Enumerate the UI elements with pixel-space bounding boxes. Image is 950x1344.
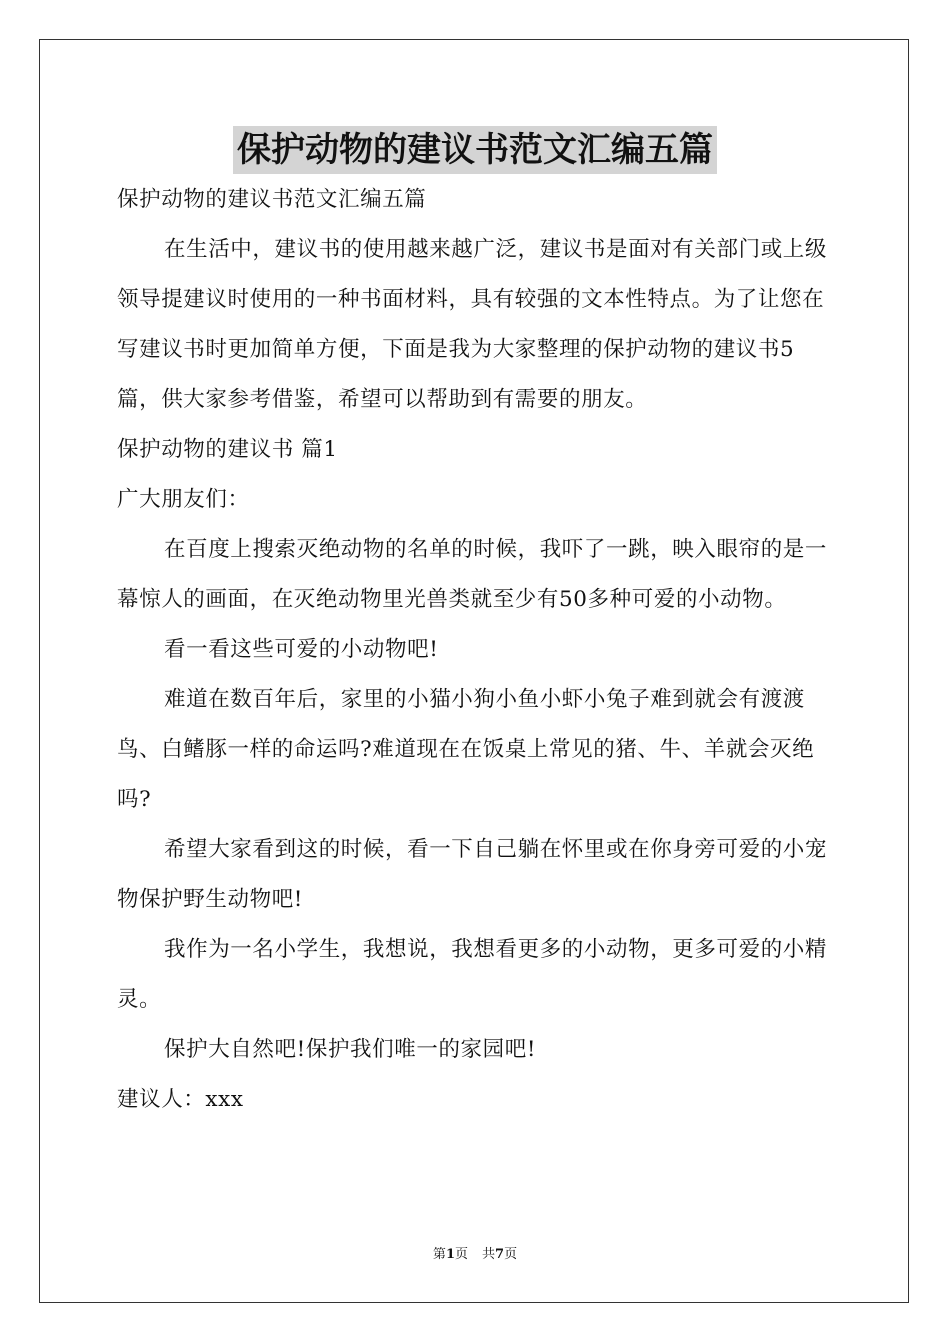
body-paragraph: 看一看这些可爱的小动物吧! [164, 637, 439, 662]
document-body [117, 175, 837, 1125]
title-container [0, 126, 950, 174]
body-paragraph: 在百度上搜索灭绝动物的名单的时候，我吓了一跳，映入眼帘的是一幕惊人的画面，在灭绝动物里光兽类就至少有50多种可爱的小动物。 [117, 537, 828, 612]
page-total: 7 [495, 1247, 505, 1262]
total-suffix: 页 [504, 1247, 518, 1262]
section-heading: 保护动物的建议书 篇1 [117, 437, 338, 462]
page-prefix: 第 [432, 1247, 446, 1262]
intro-paragraph: 在生活中，建议书的使用越来越广泛，建议书是面对有关部门或上级领导提建议时使用的一种书面材料，具有较强的文本性特点。为了让您在写建议书时更加简单方便，下面是我为大家整理的保护动物的建议书5篇，供大家参考借鉴，希望可以帮助到有需要的朋友。 [117, 237, 828, 412]
signature-line: 建议人：xxx [117, 1087, 244, 1112]
salutation: 广大朋友们： [117, 487, 250, 512]
body-paragraph: 希望大家看到这的时候，看一下自己躺在怀里或在你身旁可爱的小宠物保护野生动物吧! [117, 837, 828, 912]
page-footer [0, 1245, 950, 1265]
document-title: 保护动物的建议书范文汇编五篇 [233, 126, 717, 174]
body-paragraph: 保护大自然吧!保护我们唯一的家园吧! [164, 1037, 537, 1062]
page-suffix: 页 [454, 1247, 468, 1262]
subtitle-line: 保护动物的建议书范文汇编五篇 [117, 187, 427, 212]
page-current: 1 [445, 1247, 455, 1262]
total-prefix: 共 [482, 1247, 496, 1262]
body-paragraph: 我作为一名小学生，我想说，我想看更多的小动物，更多可爱的小精灵。 [117, 937, 828, 1012]
body-paragraph: 难道在数百年后，家里的小猫小狗小鱼小虾小兔子难到就会有渡渡鸟、白鳍豚一样的命运吗?难道现在在饭桌上常见的猪、牛、羊就会灭绝吗? [117, 687, 815, 812]
